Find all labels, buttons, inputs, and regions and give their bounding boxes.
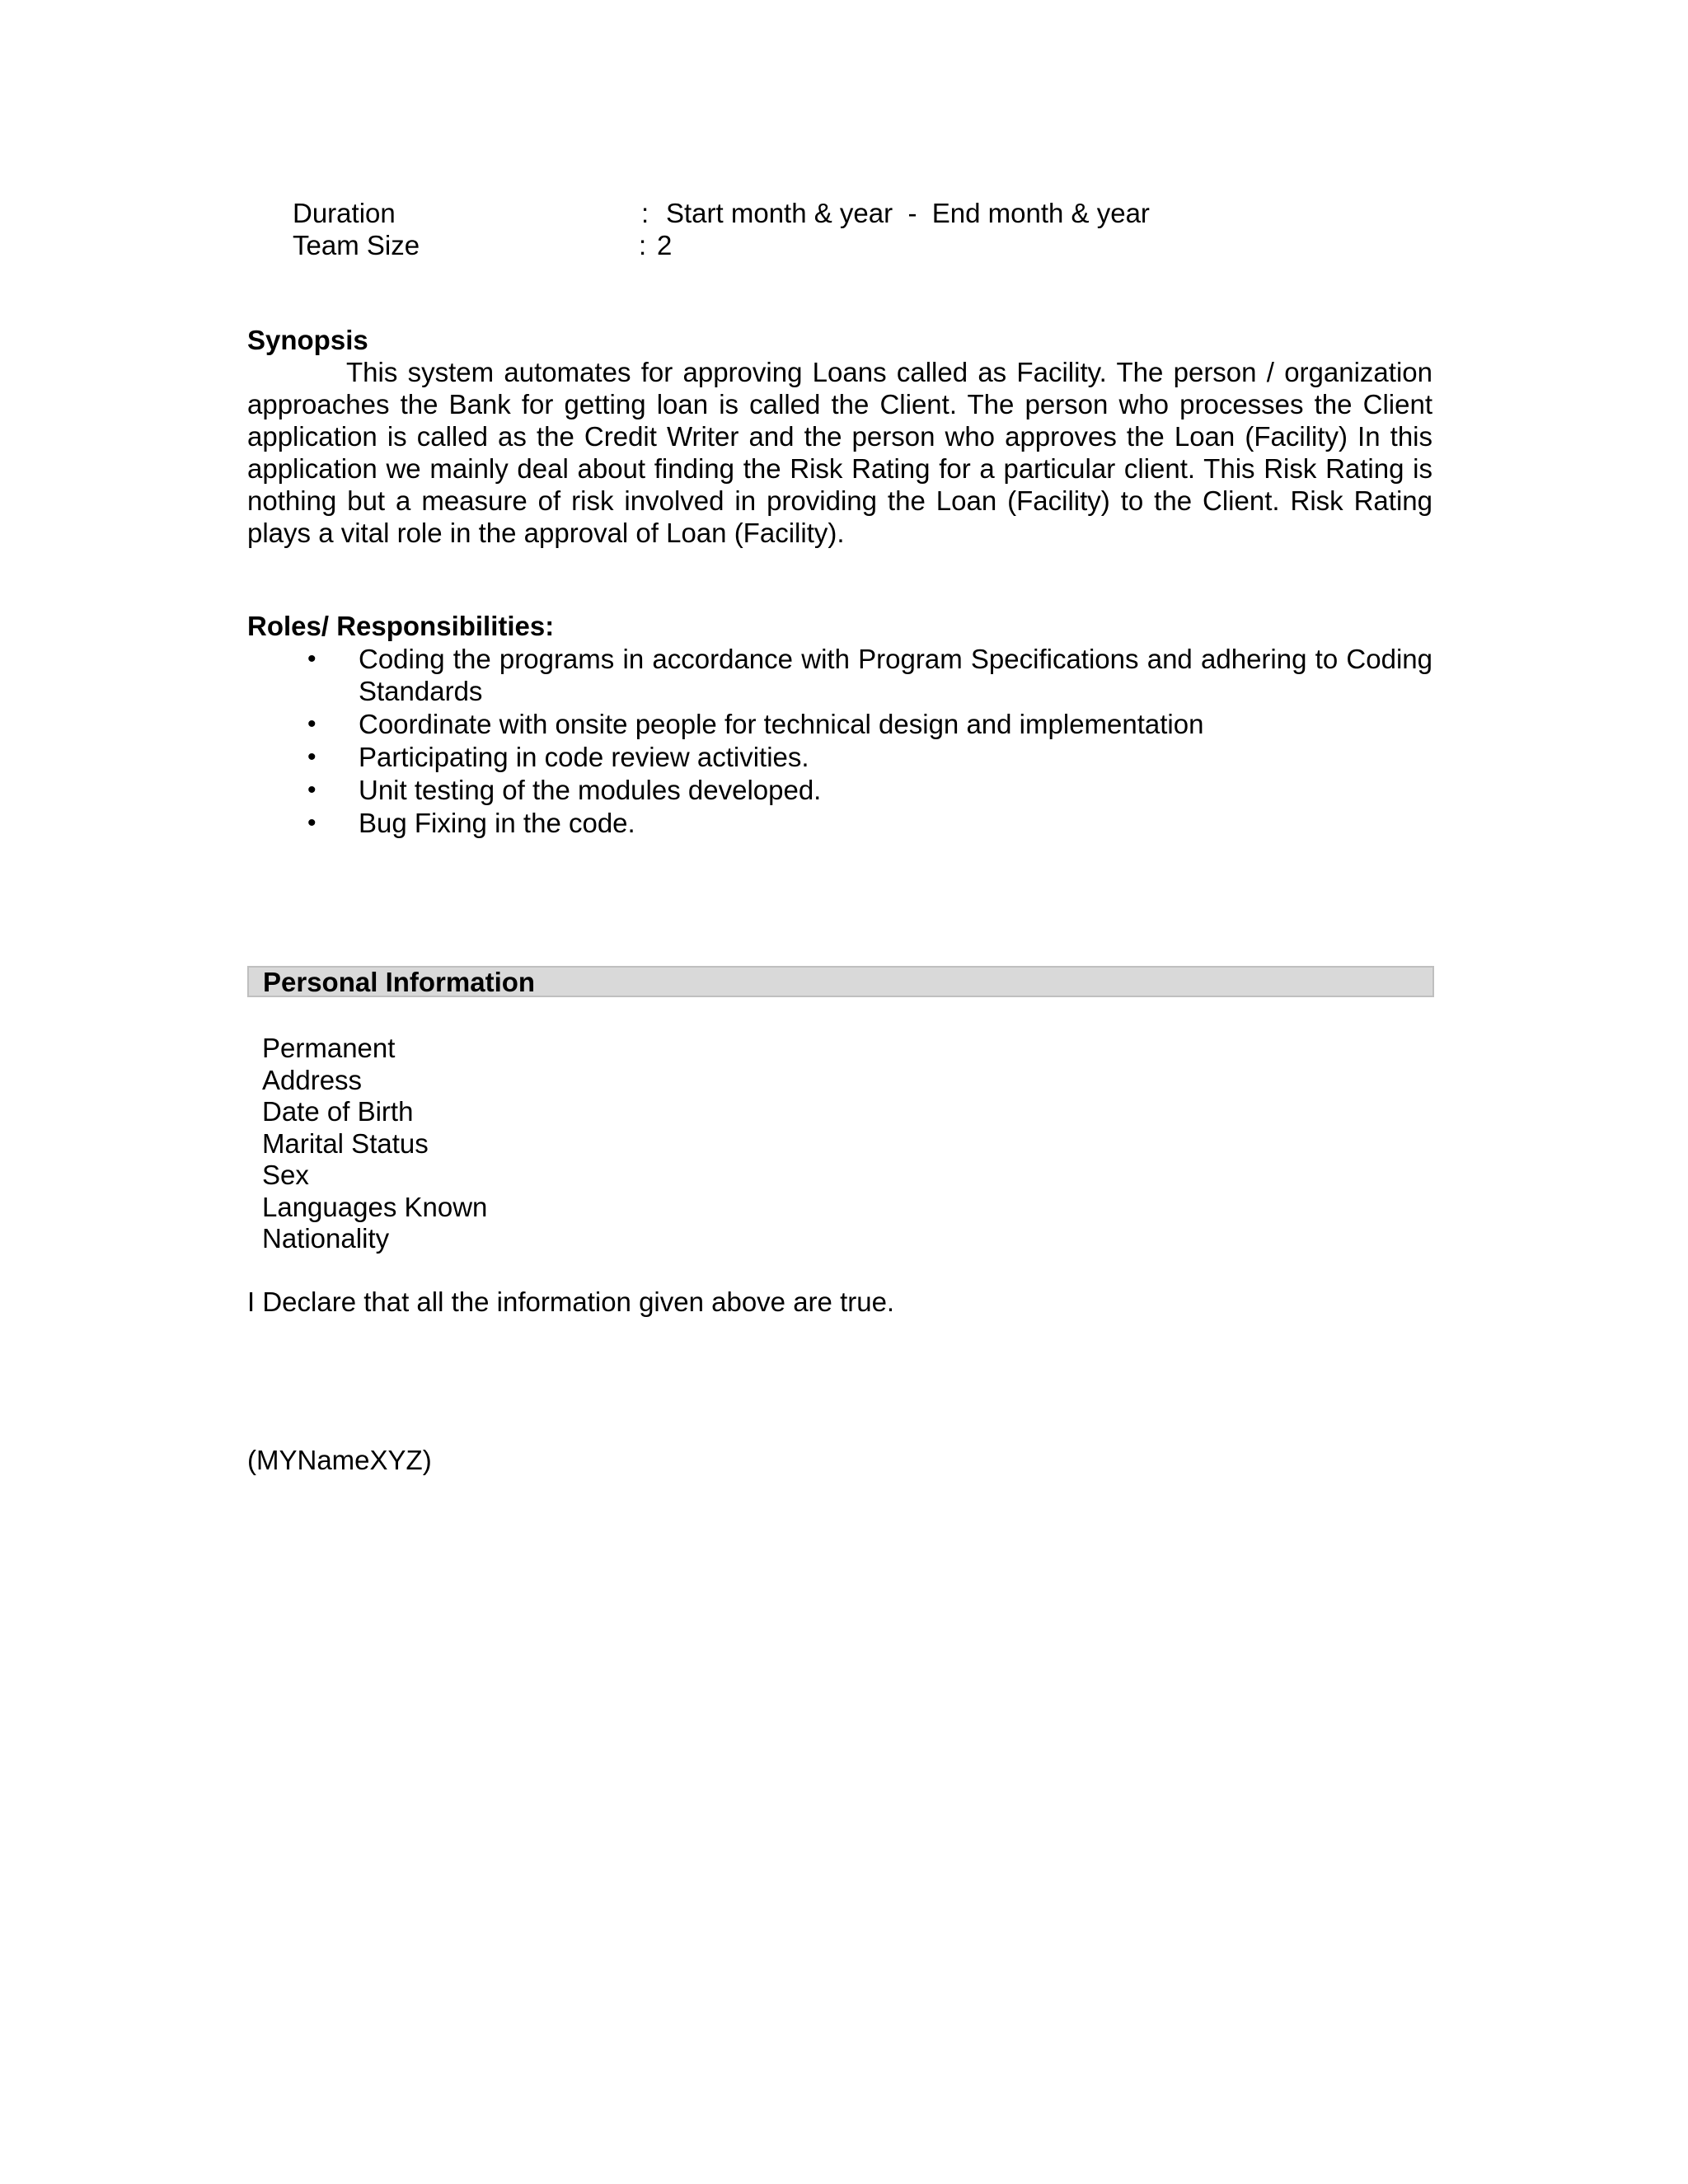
team-size-value: 2 <box>657 230 673 260</box>
duration-row <box>293 197 1199 229</box>
list-item <box>247 708 1432 740</box>
duration-value: Start month & year - End month & year <box>666 198 1150 228</box>
role-text: Coding the programs in accordance with Program Specifications and adhering to Coding Standards <box>359 644 1432 706</box>
field-label-sex: Sex <box>262 1160 309 1190</box>
roles-heading: Roles/ Responsibilities: <box>247 611 555 641</box>
field-label-marital-status: Marital Status <box>262 1127 429 1159</box>
personal-info-header <box>247 966 1434 997</box>
field-label-languages-known: Languages Known <box>262 1191 488 1222</box>
team-size-label: Team Size <box>293 230 420 260</box>
bullet-icon: • <box>307 710 316 738</box>
list-item <box>247 741 1432 773</box>
personal-info-fields <box>262 1032 487 1254</box>
field-label-date-of-birth: Date of Birth <box>262 1096 414 1127</box>
team-size-row <box>293 229 1199 261</box>
bullet-icon: • <box>307 743 316 771</box>
role-text: Unit testing of the modules developed. <box>359 775 822 805</box>
role-text: Participating in code review activities. <box>359 742 809 772</box>
synopsis-body: This system automates for approving Loans called as Facility. The person / organization approaches the Bank for getting loan is called the Client. The person who processes the Client application is called as the Credit Writer and the person who approves the Loan (Facility) In this application we mainly deal about finding the Risk Rating for a particular client. This Risk Rating is nothing but a measure of risk involved in providing the Loan (Facility) to the Client. Risk Rating plays a vital role in the approval of Loan (Facility). <box>247 357 1432 548</box>
duration-separator: : <box>641 198 649 228</box>
list-item <box>247 643 1432 707</box>
field-label-permanent: Permanent <box>262 1033 396 1063</box>
bullet-icon: • <box>307 645 316 673</box>
bullet-icon: • <box>307 776 316 804</box>
bullet-icon: • <box>307 809 316 837</box>
roles-list <box>247 643 1432 840</box>
list-item <box>247 774 1432 806</box>
duration-label: Duration <box>293 198 396 228</box>
signature-name: (MYNameXYZ) <box>247 1445 432 1475</box>
list-item <box>247 807 1432 839</box>
declaration-text: I Declare that all the information given above are true. <box>247 1286 895 1317</box>
field-label-address: Address <box>262 1064 363 1095</box>
field-label-nationality: Nationality <box>262 1223 390 1254</box>
role-text: Bug Fixing in the code. <box>359 808 635 838</box>
role-text: Coordinate with onsite people for technical design and implementation <box>359 709 1204 739</box>
team-size-separator: : <box>639 230 647 260</box>
synopsis-heading: Synopsis <box>247 325 368 355</box>
personal-info-heading: Personal Information <box>263 967 536 997</box>
